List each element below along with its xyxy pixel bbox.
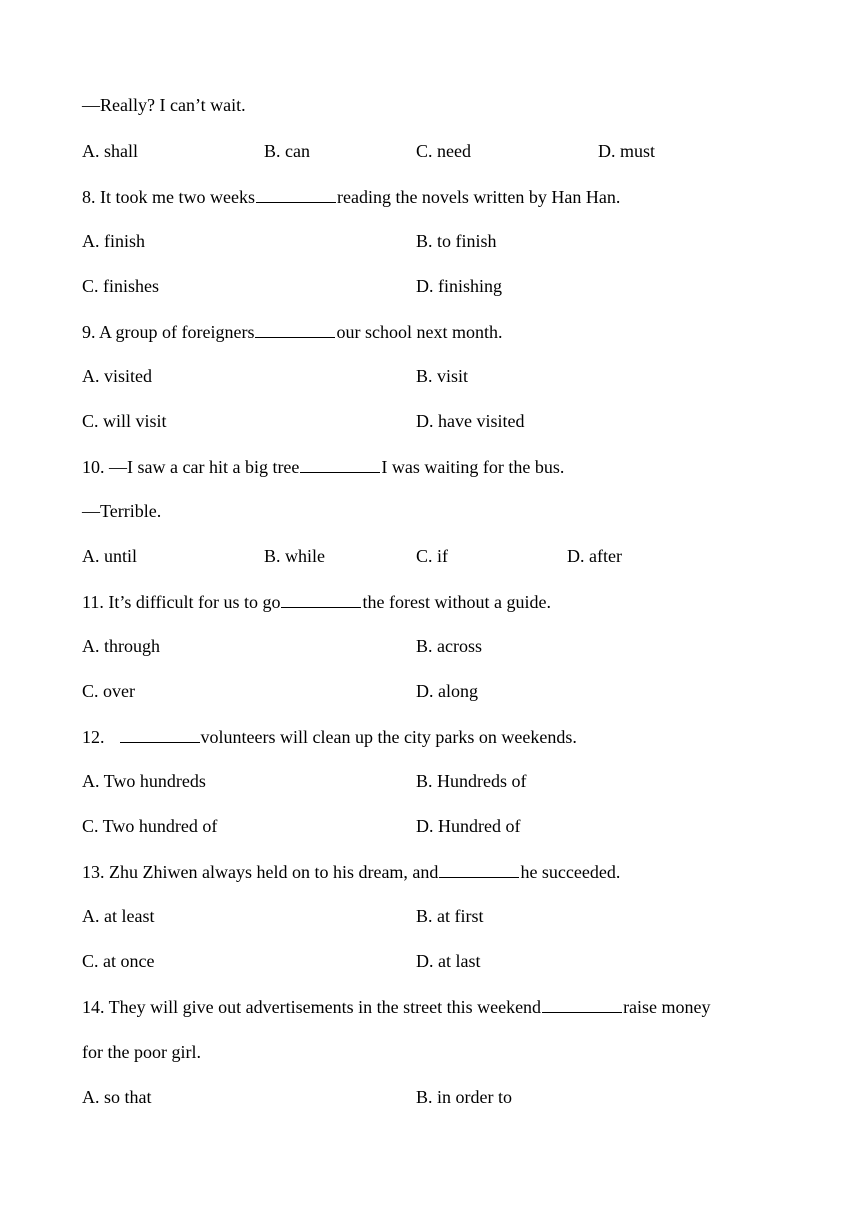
q9-option-c: C. will visit <box>82 411 167 431</box>
q11-option-b: B. across <box>416 636 482 656</box>
q9-stem-pre: 9. A group of foreigners <box>82 322 255 342</box>
q10-blank <box>300 454 380 473</box>
q11-stem <box>82 589 551 613</box>
q10-option-d: D. after <box>567 546 622 566</box>
q10-stem-pre: 10. —I saw a car hit a big tree <box>82 457 300 477</box>
q7-reply: —Really? I can’t wait. <box>82 95 246 115</box>
q11-stem-pre: 11. It’s difficult for us to go <box>82 592 281 612</box>
q13-option-c: C. at once <box>82 951 155 971</box>
q11-option-d: D. along <box>416 681 478 701</box>
q7-option-a: A. shall <box>82 141 138 161</box>
q14-blank <box>542 994 622 1013</box>
q10-option-c: C. if <box>416 546 449 566</box>
q14-stem-pre: 14. They will give out advertisements in the street this weekend <box>82 997 542 1017</box>
q12-option-c: C. Two hundred of <box>82 816 218 836</box>
q9-option-b: B. visit <box>416 366 469 386</box>
q14-stem-continued: for the poor girl. <box>82 1042 201 1062</box>
q13-stem-pre: 13. Zhu Zhiwen always held on to his dream, and <box>82 862 439 882</box>
q10-reply: —Terrible. <box>82 501 162 521</box>
q12-stem-pre: 12. <box>82 727 105 747</box>
q13-stem-post: he succeeded. <box>520 862 621 882</box>
q12-stem-post: volunteers will clean up the city parks on weekends. <box>200 727 577 747</box>
q14-option-a: A. so that <box>82 1087 152 1107</box>
q8-stem-post: reading the novels written by Han Han. <box>336 187 621 207</box>
q13-option-a: A. at least <box>82 906 155 926</box>
q8-option-a: A. finish <box>82 231 145 251</box>
q13-blank <box>439 859 519 878</box>
q8-option-c: C. finishes <box>82 276 160 296</box>
q9-stem-post: our school next month. <box>336 322 503 342</box>
q7-option-d: D. must <box>598 141 656 161</box>
q11-blank <box>281 589 361 608</box>
q10-stem-post: I was waiting for the bus. <box>381 457 565 477</box>
q8-stem <box>82 184 620 208</box>
q10-option-a: A. until <box>82 546 138 566</box>
q11-option-a: A. through <box>82 636 160 656</box>
q9-option-d: D. have visited <box>416 411 525 431</box>
q13-stem <box>82 859 620 883</box>
q11-stem-post: the forest without a guide. <box>362 592 551 612</box>
q9-option-a: A. visited <box>82 366 152 386</box>
q7-option-c: C. need <box>416 141 471 161</box>
q7-option-b: B. can <box>264 141 310 161</box>
q10-stem <box>82 454 564 478</box>
q12-option-d: D. Hundred of <box>416 816 521 836</box>
q14-stem <box>82 994 711 1018</box>
q14-option-b: B. in order to <box>416 1087 512 1107</box>
q12-blank <box>120 724 200 743</box>
q14-stem-post: raise money <box>623 997 711 1017</box>
q11-option-c: C. over <box>82 681 135 701</box>
q12-option-a: A. Two hundreds <box>82 771 206 791</box>
q9-stem <box>82 319 502 343</box>
q13-option-b: B. at first <box>416 906 484 926</box>
q8-stem-pre: 8. It took me two weeks <box>82 187 255 207</box>
q8-option-d: D. finishing <box>416 276 503 296</box>
q8-option-b: B. to finish <box>416 231 497 251</box>
q10-option-b: B. while <box>264 546 325 566</box>
q13-option-d: D. at last <box>416 951 481 971</box>
q8-blank <box>256 184 336 203</box>
q12-stem <box>82 724 577 748</box>
q9-blank <box>255 319 335 338</box>
q12-option-b: B. Hundreds of <box>416 771 527 791</box>
